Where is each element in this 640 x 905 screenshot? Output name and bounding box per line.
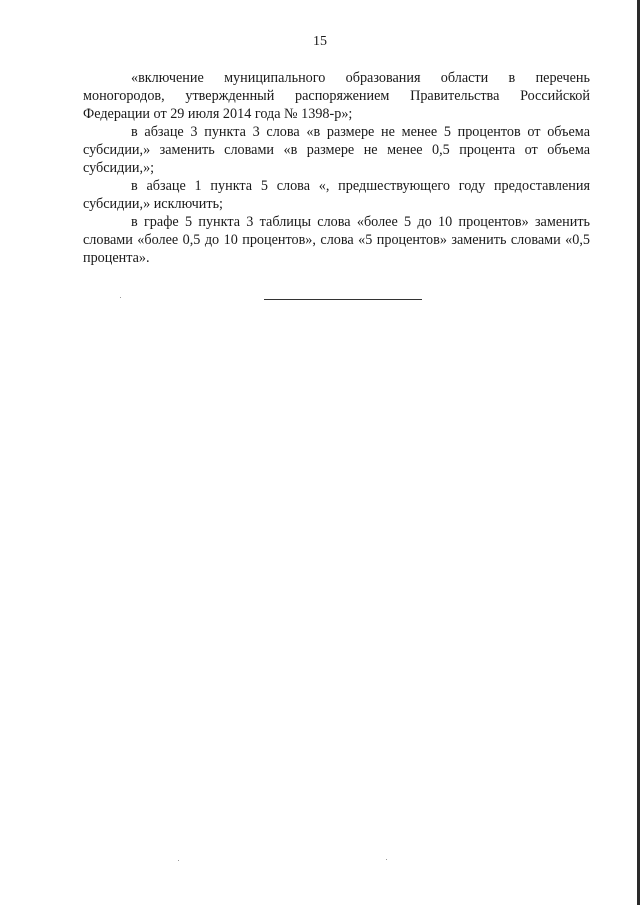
closing-rule-line [264,299,422,300]
scan-speck [178,860,179,861]
paragraph-table-column: в графе 5 пункта 3 таблицы слова «более 5 до 10 процентов» заменить словами «более 0,5 до 10 процентов», слова «5 процентов» заменить словами «0,5 процента». [83,214,590,266]
page-number: 15 [313,34,327,49]
document-body [83,69,590,267]
paragraph-subsidy-amount: в абзаце 3 пункта 3 слова «в размере не менее 5 процентов от объема субсидии,» заменить словами «в размере не менее 0,5 процента от объема субсидии,»; [83,124,590,176]
paragraph-preceding-year: в абзаце 1 пункта 5 слова «, предшествующего году предоставления субсидии,» исключить; [83,178,590,212]
scan-speck [386,859,387,860]
scan-speck [120,297,121,298]
paragraph-monocity-inclusion: «включение муниципального образования области в перечень моногородов, утвержденный распоряжением Правительства Российской Федерации от 29 июля 2014 года № 1398-р»; [83,70,590,122]
